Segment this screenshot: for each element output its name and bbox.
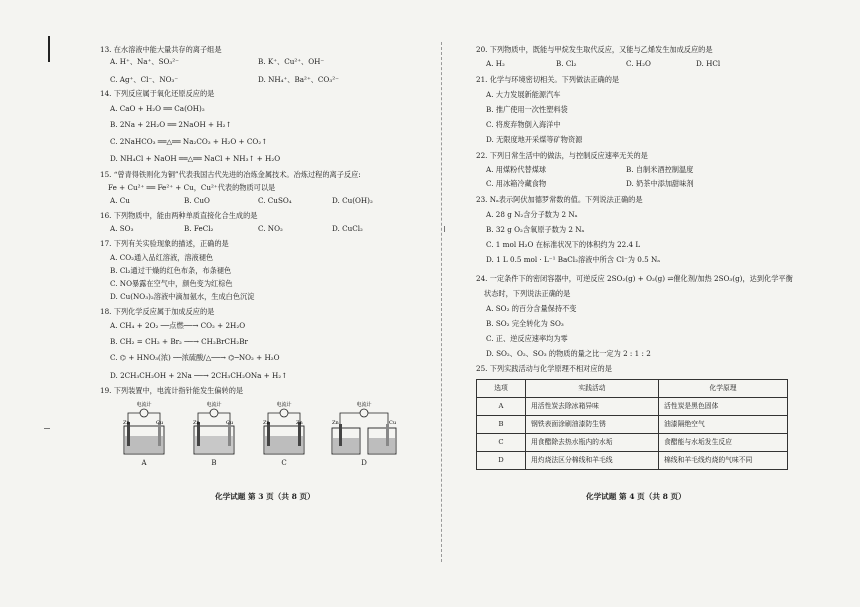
question-14-stem: 14. 下列反应属于氧化还原反应的是 bbox=[100, 89, 215, 98]
question-16-options bbox=[110, 225, 430, 240]
question-23-stem: 23. Nₐ表示阿伏加德罗常数的值。下列说法正确的是 bbox=[476, 195, 643, 204]
question-24-stem-cont: 状态时，下列说法正确的是 bbox=[484, 289, 571, 298]
question-15-options bbox=[110, 197, 430, 212]
galvanometer-label: 电流计 bbox=[356, 402, 372, 408]
table-cell: C bbox=[477, 434, 526, 452]
option-d: D. 2CH₃CH₂OH + 2Na ──→ 2CH₃CH₂ONa + H₂↑ bbox=[110, 371, 288, 380]
question-25-stem: 25. 下列实践活动与化学原理不相对应的是 bbox=[476, 364, 612, 373]
option-c: C. NO暴露在空气中，颜色变为红棕色 bbox=[110, 279, 233, 288]
option-b: B. 32 g O₂含氧原子数为 2 Nₐ bbox=[486, 225, 585, 234]
electrode-left: Zn bbox=[193, 420, 200, 426]
question-24-stem: 24. 一定条件下的密闭容器中，可逆反应 2SO₂(g) + O₂(g) ⇌催化剂/加热 2SO₃(g)，达到化学平衡 bbox=[476, 274, 793, 283]
galvanic-cell-diagram bbox=[118, 400, 170, 458]
table-row bbox=[477, 416, 788, 434]
option-b: B. Cl₂ bbox=[556, 59, 577, 68]
question-17-stem: 17. 下列有关实验现象的描述，正确的是 bbox=[100, 239, 229, 248]
option-a: A. SO₂ 的百分含量保持不变 bbox=[486, 304, 577, 313]
question-20-options bbox=[486, 60, 802, 76]
option-c: C. Ag⁺、Cl⁻、NO₃⁻ bbox=[110, 75, 179, 84]
apparatus-label: B bbox=[211, 459, 217, 467]
table-row bbox=[477, 398, 788, 416]
electrode-right: Cu bbox=[226, 420, 234, 426]
galvanic-cell-diagram bbox=[258, 400, 310, 458]
option-b: B. 自制米酒控制温度 bbox=[626, 165, 694, 174]
option-a: A. CH₄ + 2O₂ ──点燃──→ CO₂ + 2H₂O bbox=[110, 321, 246, 330]
apparatus-label: C bbox=[281, 459, 287, 467]
option-b: B. CuO bbox=[184, 196, 210, 205]
option-c: C. H₂O bbox=[626, 59, 651, 68]
option-d: D. Cu(NO₃)₂溶液中滴加氨水，生成白色沉淀 bbox=[110, 292, 255, 301]
option-c: C. CuSO₄ bbox=[258, 196, 292, 205]
table-row bbox=[477, 452, 788, 470]
margin-tick bbox=[44, 428, 50, 429]
option-b: B. CH₂ = CH₂ + Br₂ ──→ CH₂BrCH₂Br bbox=[110, 337, 248, 346]
table-cell: 用食醋除去热水瓶内的水垢 bbox=[526, 434, 659, 452]
option-b: B. SO₂ 完全转化为 SO₃ bbox=[486, 319, 564, 328]
apparatus-a bbox=[118, 400, 170, 467]
table-cell: 用活性炭去除冰箱异味 bbox=[526, 398, 659, 416]
question-16-stem: 16. 下列物质中，能由两种单质直接化合生成的是 bbox=[100, 211, 258, 220]
table-cell: A bbox=[477, 398, 526, 416]
question-21-stem: 21. 化学与环境密切相关。下列做法正确的是 bbox=[476, 75, 620, 84]
table-cell: 油漆隔绝空气 bbox=[659, 416, 788, 434]
electrode-right: Cu bbox=[389, 420, 397, 426]
option-a: A. Cu bbox=[110, 196, 130, 205]
table-cell: B bbox=[477, 416, 526, 434]
galvanometer-label: 电流计 bbox=[206, 402, 222, 408]
table-cell: 活性炭是黑色固体 bbox=[659, 398, 788, 416]
page-4-footer: 化学试题 第 4 页（共 8 页） bbox=[586, 492, 686, 501]
galvanic-cell-diagram bbox=[188, 400, 240, 458]
option-d: D. NH₄Cl + NaOH ══△══ NaCl + NH₃↑ + H₂O bbox=[110, 154, 281, 163]
table-cell: 钢铁表面涂刷油漆防生锈 bbox=[526, 416, 659, 434]
option-b: B. Cl₂通过干燥的红色布条，布条褪色 bbox=[110, 266, 232, 275]
option-b: B. 2Na + 2H₂O ══ 2NaOH + H₂↑ bbox=[110, 120, 232, 129]
question-15-stem-cont: Fe + Cu²⁺ ══ Fe²⁺ + Cu，Cu²⁺代表的物质可以是 bbox=[108, 183, 276, 192]
binding-mark bbox=[48, 36, 50, 62]
apparatus-label: D bbox=[361, 459, 367, 467]
table-header-cell: 选项 bbox=[477, 380, 526, 398]
margin-tick bbox=[444, 226, 445, 232]
table-header-row bbox=[477, 380, 788, 398]
option-a: A. SO₃ bbox=[110, 224, 134, 233]
question-19-stem: 19. 下列装置中，电流计指针能发生偏转的是 bbox=[100, 386, 244, 395]
question-18-stem: 18. 下列化学反应属于加成反应的是 bbox=[100, 307, 215, 316]
option-a: A. 用煤粉代替煤球 bbox=[486, 165, 547, 174]
question-25-table bbox=[476, 379, 788, 470]
question-13-options-2 bbox=[110, 76, 430, 90]
electrode-left: Zn bbox=[123, 420, 130, 426]
table-cell: 棉线和羊毛线灼烧的气味不同 bbox=[659, 452, 788, 470]
option-c: C. NO₂ bbox=[258, 224, 283, 233]
table-cell: 食醋能与水垢发生反应 bbox=[659, 434, 788, 452]
option-a: A. H⁺、Na⁺、SO₃²⁻ bbox=[110, 57, 179, 66]
option-d: D. Cu(OH)₂ bbox=[332, 196, 373, 205]
electrode-left: Zn bbox=[332, 420, 339, 426]
page-divider bbox=[441, 42, 442, 562]
option-d: D. 无限度地开采煤等矿物资源 bbox=[486, 135, 583, 144]
question-22-options-2 bbox=[486, 180, 802, 196]
option-d: D. 1 L 0.5 mol · L⁻¹ BaCl₂溶液中所含 Cl⁻为 0.5 Nₐ bbox=[486, 255, 661, 264]
option-b: B. 推广使用一次性塑料袋 bbox=[486, 105, 568, 114]
apparatus-label: A bbox=[141, 459, 147, 467]
table-row bbox=[477, 434, 788, 452]
electrode-right: Cu bbox=[156, 420, 164, 426]
galvanic-cell-diagram bbox=[328, 400, 400, 458]
question-13-stem: 13. 在水溶液中能大量共存的离子组是 bbox=[100, 45, 222, 54]
apparatus-c bbox=[258, 400, 310, 467]
option-c: C. ⌬ + HNO₃(浓) ──浓硫酸/△──→ ⌬─NO₂ + H₂O bbox=[110, 353, 280, 362]
question-20-stem: 20. 下列物质中，既能与甲烷发生取代反应，又能与乙烯发生加成反应的是 bbox=[476, 45, 713, 54]
question-13-options bbox=[110, 58, 430, 76]
question-15-stem: 15. “曾青得铁则化为铜”代表我国古代先进的冶炼金属技术。冶炼过程的离子反应: bbox=[100, 170, 361, 179]
option-d: D. SO₂、O₂、SO₃ 的物质的量之比一定为 2 : 1 : 2 bbox=[486, 349, 651, 358]
table-cell: 用灼烧法区分棉线和羊毛线 bbox=[526, 452, 659, 470]
option-c: C. 用冰箱冷藏食物 bbox=[486, 179, 547, 188]
table-cell: D bbox=[477, 452, 526, 470]
option-c: C. 将废弃物倒入海洋中 bbox=[486, 120, 561, 129]
option-d: D. CuCl₂ bbox=[332, 224, 363, 233]
option-d: D. NH₄⁺、Ba²⁺、CO₃²⁻ bbox=[258, 75, 339, 84]
option-a: A. 28 g N₂含分子数为 2 Nₐ bbox=[486, 210, 578, 219]
table-header-cell: 实践活动 bbox=[526, 380, 659, 398]
page-4 bbox=[476, 46, 802, 470]
question-22-options bbox=[486, 166, 802, 180]
table-header-cell: 化学原理 bbox=[659, 380, 788, 398]
option-b: B. FeCl₂ bbox=[184, 224, 214, 233]
question-19-apparatus bbox=[118, 400, 430, 467]
option-b: B. K⁺、Cu²⁺、OH⁻ bbox=[258, 57, 325, 66]
question-22-stem: 22. 下列日常生活中的做法，与控制反应速率无关的是 bbox=[476, 151, 648, 160]
option-c: C. 正、逆反应速率均为零 bbox=[486, 334, 568, 343]
galvanometer-label: 电流计 bbox=[136, 402, 152, 408]
option-c: C. 1 mol H₂O 在标准状况下的体积约为 22.4 L bbox=[486, 240, 641, 249]
apparatus-b bbox=[188, 400, 240, 467]
galvanometer-label: 电流计 bbox=[276, 402, 292, 408]
option-d: D. HCl bbox=[696, 59, 721, 68]
option-a: A. CO₂通入品红溶液，溶液褪色 bbox=[110, 253, 214, 262]
page-3 bbox=[100, 46, 430, 467]
electrode-left: Zn bbox=[263, 420, 270, 426]
option-a: A. CaO + H₂O ══ Ca(OH)₂ bbox=[110, 104, 205, 113]
apparatus-d bbox=[328, 400, 400, 467]
electrode-right: Zn bbox=[296, 420, 303, 426]
option-c: C. 2NaHCO₃ ══△══ Na₂CO₃ + H₂O + CO₂↑ bbox=[110, 137, 268, 146]
option-a: A. H₂ bbox=[486, 59, 505, 68]
option-a: A. 大力发展新能源汽车 bbox=[486, 90, 561, 99]
page-3-footer: 化学试题 第 3 页（共 8 页） bbox=[215, 492, 315, 501]
option-d: D. 奶茶中添加甜味剂 bbox=[626, 179, 694, 188]
